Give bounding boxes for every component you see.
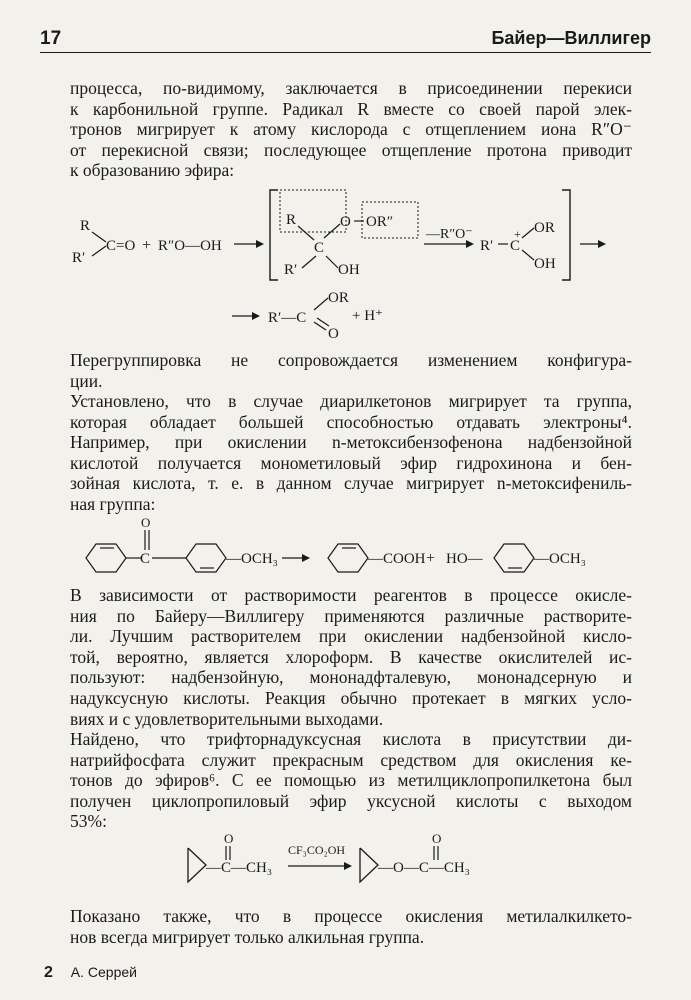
chem-label-r-prime: R′ — [72, 250, 86, 266]
chem-label-methoxy-2: —OCH₃ — [534, 551, 586, 567]
paragraph-1 — [70, 78, 632, 181]
text-line: Перегруппировка не сопровождается изменением конфигура- — [70, 350, 632, 370]
text-line: надуксусную кислоты. Реакция обычно протекает в мягких усло- — [70, 687, 632, 708]
chem-label-c: C — [314, 240, 325, 256]
text-line: тронов мигрирует к атому кислорода с отщеплением иона R″O⁻ — [70, 119, 632, 140]
chem-label-oh-2: OH — [534, 256, 556, 272]
page-footer — [44, 964, 137, 982]
text-line: к образованию эфира: — [70, 160, 235, 181]
chem-label-r-migrating: R — [286, 212, 297, 228]
reaction-scheme-mechanism — [62, 180, 622, 340]
text-line: виях и с удовлетворительными выходами. — [70, 708, 384, 729]
text-line: Показано также, что в процессе окисления метилалкилкето- — [70, 906, 632, 926]
running-header — [40, 28, 651, 53]
chem-label-oh: OH — [338, 262, 360, 278]
chem-label-o: O — [340, 214, 351, 230]
text-line: Например, при окислении n-метоксибензофенона надбензойной — [70, 432, 632, 453]
text-line: получен циклопропиловый эфир уксусной кислоты с выходом — [70, 790, 632, 811]
chem-plus: + — [142, 237, 152, 254]
chem-label-o-ester: O — [432, 831, 442, 846]
text-line: к карбонильной группе. Радикал R вместе со своей парой элек- — [70, 98, 632, 119]
paragraph-6 — [70, 906, 632, 947]
reaction-scheme-cyclopropyl — [180, 830, 500, 894]
text-line: процесса, по-видимому, заключается в присоединении перекиси — [70, 78, 632, 98]
text-line: кислотой получается монометиловый эфир гидрохинона и бен- — [70, 452, 632, 473]
chem-label-r-prime-2: R′ — [284, 262, 298, 278]
page-number: 17 — [40, 28, 62, 49]
chem-label-hydroxy: HO— — [446, 551, 483, 567]
chem-label-r-prime-3: R′ — [480, 238, 494, 254]
chem-label-acetoxy: —O—C—CH₃ — [378, 860, 470, 876]
chem-label-proton: + H⁺ — [352, 308, 383, 324]
chem-label-ester-o: O — [328, 326, 339, 340]
text-line: В зависимости от растворимости реагентов в процессе окисле- — [70, 585, 632, 605]
chem-label-o-ketone: O — [141, 515, 151, 530]
reaction-scheme-methoxybenzophenone — [76, 514, 616, 578]
chem-label-acetyl: —C—CH₃ — [206, 860, 273, 876]
paragraph-5 — [70, 729, 632, 832]
chem-label-ester-chain: R′—C — [268, 310, 307, 326]
chem-label-leaving-group: OR″ — [366, 214, 394, 230]
text-line: которая обладает большей способностью отдавать электроны⁴. — [70, 411, 632, 432]
chem-label-or: OR — [534, 220, 555, 236]
text-line: ния по Байеру—Виллигеру применяются различные растворите- — [70, 605, 632, 626]
signature-mark: 2 — [44, 964, 53, 981]
text-line: ная группа: — [70, 493, 156, 514]
text-line: нов всегда мигрирует только алкильная группа. — [70, 926, 425, 947]
chem-label-ester-or: OR — [328, 290, 349, 306]
chem-plus: + — [426, 550, 436, 567]
text-line: тонов до эфиров⁶. С ее помощью из метилциклопропилкетона был — [70, 770, 632, 791]
text-line: Установлено, что в случае диарилкетонов мигрирует та группа, — [70, 391, 632, 411]
paragraph-3 — [70, 391, 632, 515]
text-line: натрийфосфата служит прекрасным средством для окисления ке- — [70, 749, 632, 770]
chem-cation-sign: + — [514, 227, 521, 241]
chem-label-r: R — [80, 218, 91, 234]
chem-label-carboxyl: —COOH — [368, 551, 426, 567]
chem-label-peracid: R″O—OH — [158, 238, 222, 254]
chem-label-c-ketone: C — [140, 551, 151, 567]
chem-label-carbonyl: C=O — [106, 238, 136, 254]
chem-label-o-ketone: O — [224, 831, 234, 846]
text-line: Найдено, что трифторнадуксусная кислота в присутствии ди- — [70, 729, 632, 749]
text-line: ли. Лучшим растворителем при окислении надбензойной кисло- — [70, 626, 632, 647]
text-line: от перекисной связи; последующее отщепление протона приводит — [70, 139, 632, 160]
text-line: пользуют: надбензойную, мононадфталевую, мононадсерную и — [70, 667, 632, 688]
paragraph-4 — [70, 585, 632, 729]
footer-author: А. Серрей — [70, 964, 137, 980]
reagent-label: CF₃CO₂OH — [288, 843, 346, 857]
text-line: той, вероятно, является хлороформ. В качестве окислителей ис- — [70, 646, 632, 667]
text-line: ции. — [70, 370, 103, 391]
text-line: 53%: — [70, 811, 107, 832]
chem-label-methoxy: —OCH₃ — [226, 551, 278, 567]
text-line: зойная кислота, т. е. в данном случае мигрирует n-метоксифениль- — [70, 473, 632, 494]
chem-elimination-label: —R″O⁻ — [426, 227, 473, 242]
running-title: Байер—Виллигер — [491, 28, 651, 48]
chem-label-c-cation: C — [510, 238, 521, 254]
paragraph-2 — [70, 350, 632, 391]
